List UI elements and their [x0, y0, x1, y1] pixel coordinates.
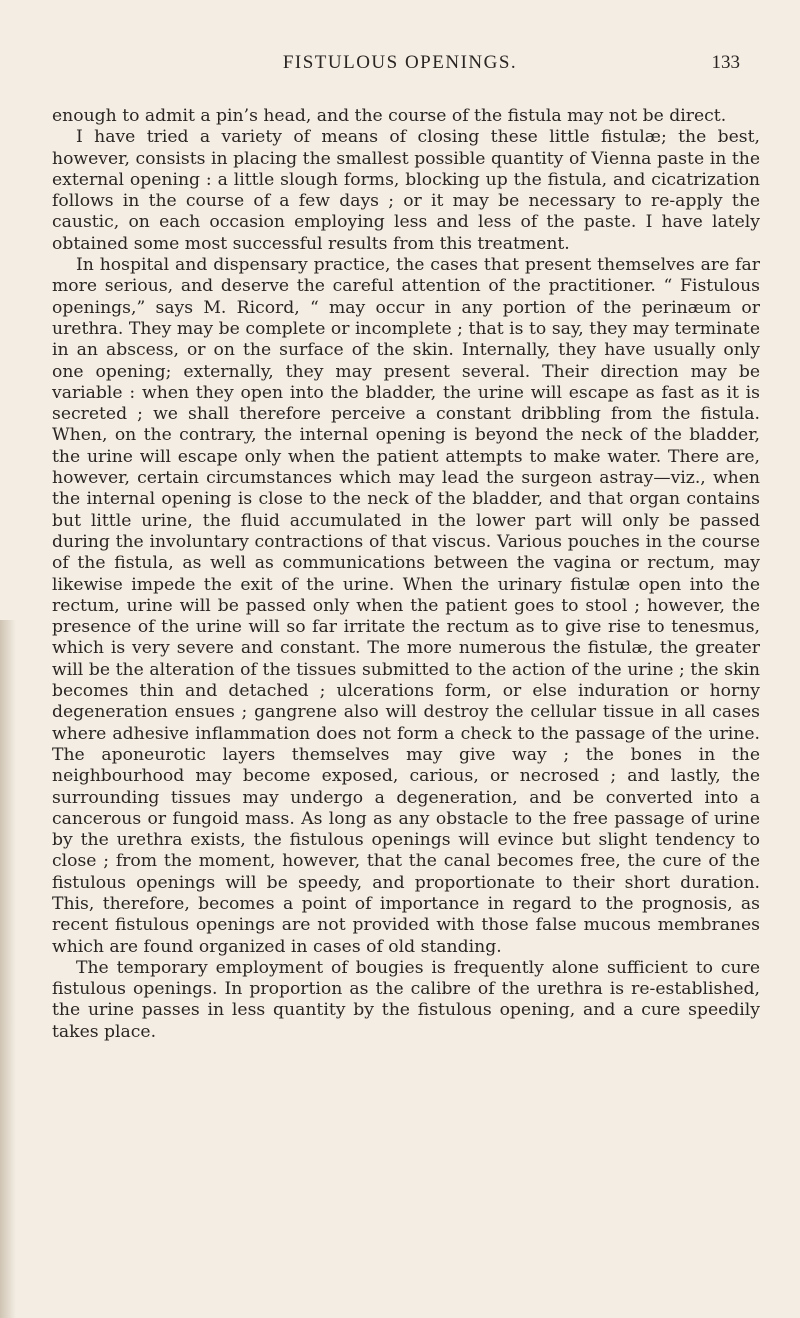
running-head [0, 52, 800, 82]
paragraph-2: I have tried a variety of means of closing these little fistulæ; the best, however, consists in placing the smallest possible quantity of Vienna paste in the external opening : a little slough forms, blocking up the fistula, and cicatrization follows in the course of a few days ; or it may be necessary to re-apply the caustic, on each occasion employing less and less of the paste. I have lately obtained some most successful results from this treatment. [52, 127, 760, 254]
paragraph-4: The temporary employment of bougies is frequently alone sufficient to cure fistulous openings. In proportion as the calibre of the urethra is re-established, the urine passes in less quantity by the fistulous opening, and a cure speedily takes place. [52, 957, 760, 1042]
running-title: FISTULOUS OPENINGS. [282, 52, 518, 73]
body-text [52, 106, 760, 1043]
page-edge-shadow [0, 620, 16, 1318]
page-number: 133 [711, 52, 740, 73]
paragraph-3: In hospital and dispensary practice, the cases that present themselves are far more serious, and deserve the careful attention of the practitioner. “ Fistulous openings,” says M. Ricord, “ may occur in any portion of the perinæum or urethra. They may be complete or incomplete ; that is to say, they may terminate in an abscess, or on the surface of the skin. Internally, they have usually only one opening; externally, they may present several. Their direction may be variable : when they open into the bladder, the urine will escape as fast as it is secreted ; we shall therefore perceive a constant dribbling from the fistula. When, on the contrary, the internal opening is beyond the neck of the bladder, the urine will escape only when the patient attempts to make water. There are, however, certain circumstances which may lead the surgeon astray—viz., when the internal opening is close to the neck of the bladder, and that organ contains but little urine, the fluid accumulated in the lower part will only be passed during the involuntary contractions of that viscus. Various pouches in the course of the fistula, as well as communications between the vagina or rectum, may likewise impede the exit of the urine. When the urinary fistulæ open into the rectum, urine will be passed only when the patient goes to stool ; however, the presence of the urine will so far irritate the rectum as to give rise to tenesmus, which is very severe and constant. The more numerous the fistulæ, the greater will be the alteration of the tissues submitted to the action of the urine ; the skin becomes thin and detached ; ulcerations form, or else induration or horny degeneration ensues ; gangrene also will destroy the cellular tissue in all cases where adhesive inflammation does not form a check to the passage of the urine. The aponeurotic layers themselves may give way ; the bones in the neighbourhood may become exposed, carious, or necrosed ; and lastly, the surrounding tissues may undergo a degeneration, and be converted into a cancerous or fungoid mass. As long as any obstacle to the free passage of urine by the urethra exists, the fistulous openings will evince but slight tendency to close ; from the moment, however, that the canal becomes free, the cure of the fistulous openings will be speedy, and proportionate to their short duration. This, therefore, becomes a point of importance in regard to the prognosis, as recent fistulous openings are not provided with those false mucous membranes which are found organized in cases of old standing. [52, 255, 760, 957]
paragraph-1: enough to admit a pin’s head, and the course of the fistula may not be direct. [52, 106, 727, 126]
